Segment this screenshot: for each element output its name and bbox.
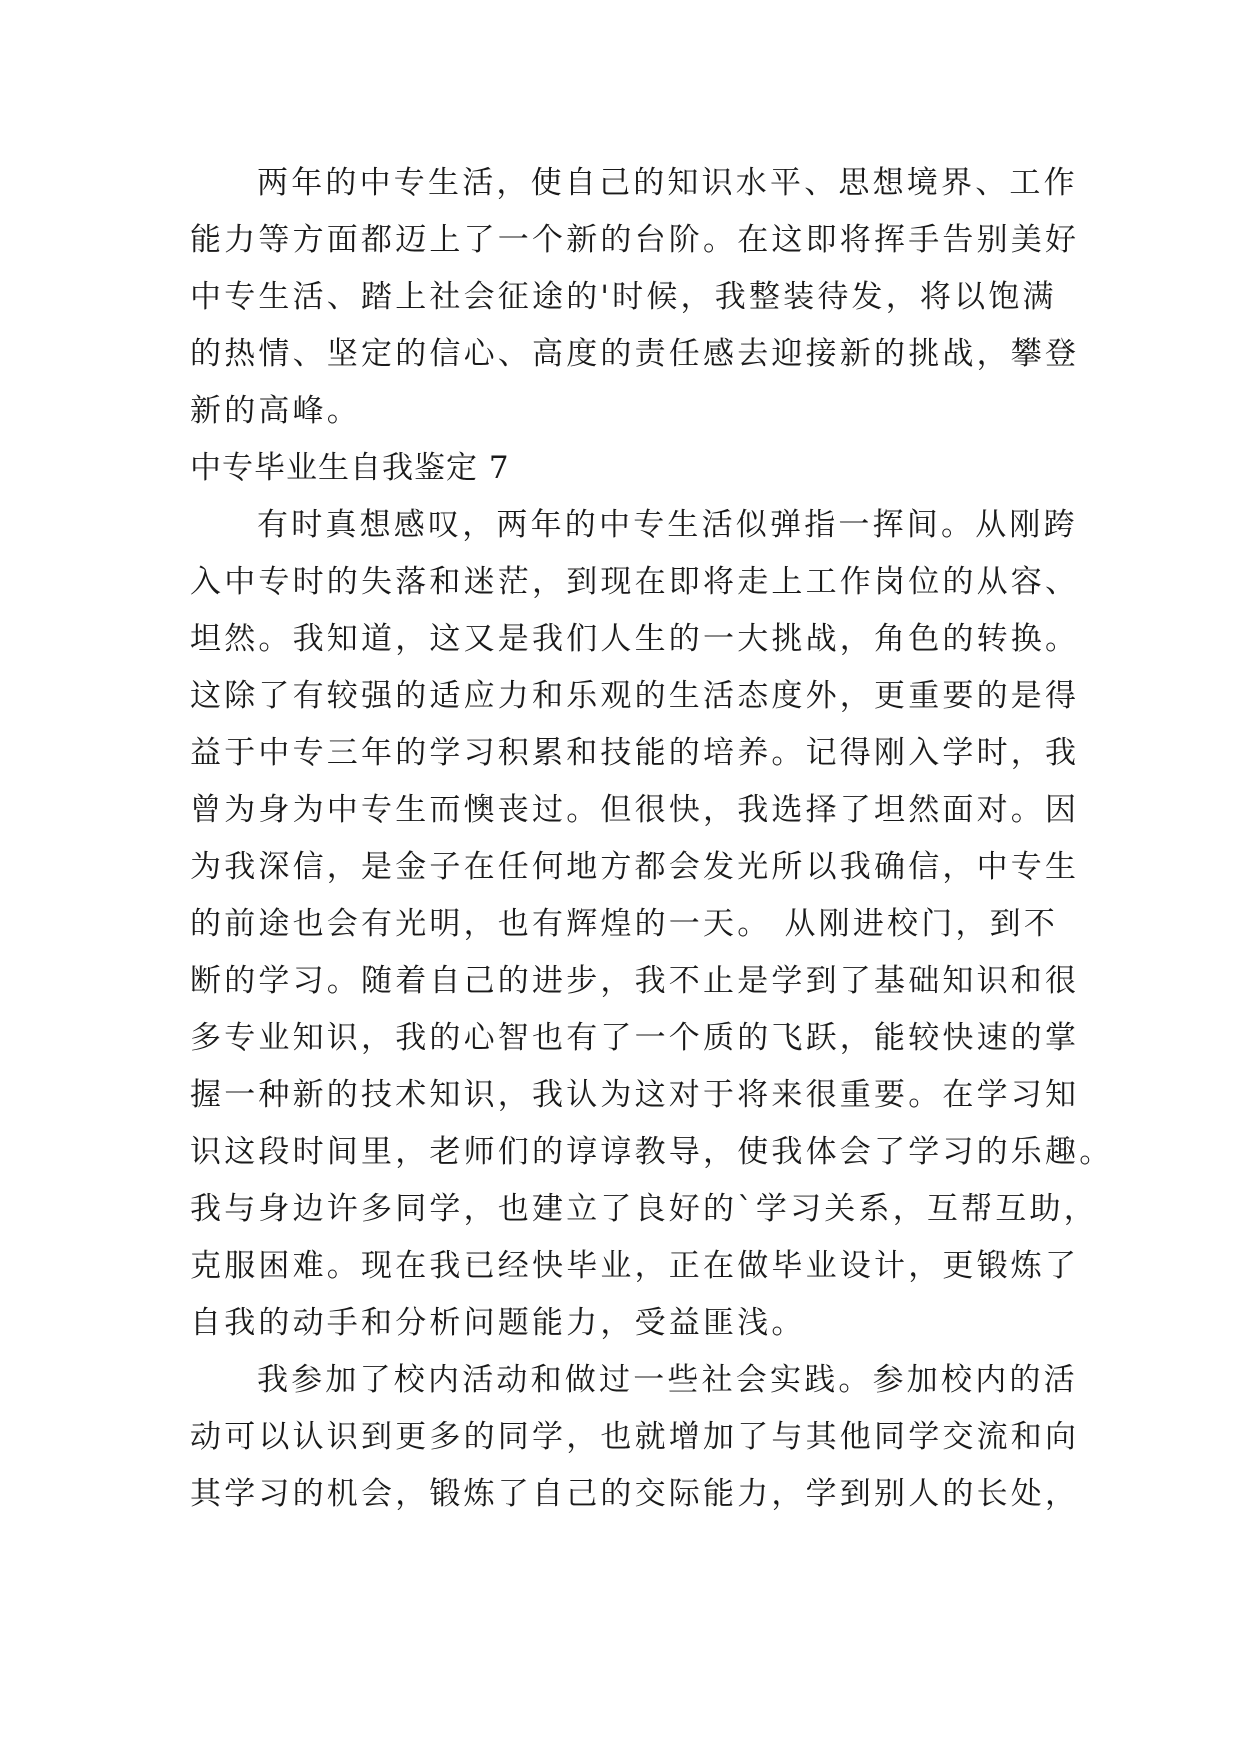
text-line: 自我的动手和分析问题能力，受益匪浅。 — [190, 1305, 806, 1341]
text-line: 这除了有较强的适应力和乐观的生活态度外，更重要的是得 — [190, 678, 1080, 714]
paragraph-2 — [190, 497, 1114, 1352]
text-line: 入中专时的失落和迷茫，到现在即将走上工作岗位的从容、 — [190, 564, 1080, 600]
text-line: 识这段时间里，老师们的谆谆教导，使我体会了学习的乐趣。 — [190, 1134, 1114, 1170]
text-line: 有时真想感叹，两年的中专生活似弹指一挥间。从刚跨 — [257, 507, 1078, 543]
text-line: 其学习的机会，锻炼了自己的交际能力，学到别人的长处， — [190, 1476, 1080, 1512]
text-line: 我参加了校内活动和做过一些社会实践。参加校内的活 — [257, 1362, 1078, 1398]
text-line: 两年的中专生活，使自己的知识水平、思想境界、工作 — [257, 165, 1078, 201]
section-heading: 中专毕业生自我鉴定 7 — [190, 450, 510, 486]
text-line: 握一种新的技术知识，我认为这对于将来很重要。在学习知 — [190, 1077, 1080, 1113]
text-line: 的热情、坚定的信心、高度的责任感去迎接新的挑战，攀登 — [190, 336, 1080, 372]
document-body — [190, 155, 1114, 1523]
text-line: 的前途也会有光明，也有辉煌的一天。 从刚进校门，到不 — [190, 906, 1059, 942]
text-line: 能力等方面都迈上了一个新的台阶。在这即将挥手告别美好 — [190, 222, 1080, 258]
text-line: 多专业知识，我的心智也有了一个质的飞跃，能较快速的掌 — [190, 1020, 1080, 1056]
text-line: 坦然。我知道，这又是我们人生的一大挑战，角色的转换。 — [190, 621, 1080, 657]
text-line: 断的学习。随着自己的进步，我不止是学到了基础知识和很 — [190, 963, 1080, 999]
text-line: 动可以认识到更多的同学，也就增加了与其他同学交流和向 — [190, 1419, 1080, 1455]
text-line: 克服困难。现在我已经快毕业，正在做毕业设计，更锻炼了 — [190, 1248, 1080, 1284]
text-line: 为我深信，是金子在任何地方都会发光所以我确信，中专生 — [190, 849, 1080, 885]
paragraph-3 — [190, 1352, 1080, 1523]
paragraph-1 — [190, 155, 1080, 440]
text-line: 新的高峰。 — [190, 393, 361, 429]
text-line: 我与身边许多同学，也建立了良好的`学习关系，互帮互助， — [190, 1191, 1098, 1227]
text-line: 益于中专三年的学习积累和技能的培养。记得刚入学时，我 — [190, 735, 1080, 771]
text-line: 中专生活、踏上社会征途的'时候，我整装待发，将以饱满 — [190, 279, 1057, 315]
text-line: 曾为身为中专生而懊丧过。但很快，我选择了坦然面对。因 — [190, 792, 1080, 828]
